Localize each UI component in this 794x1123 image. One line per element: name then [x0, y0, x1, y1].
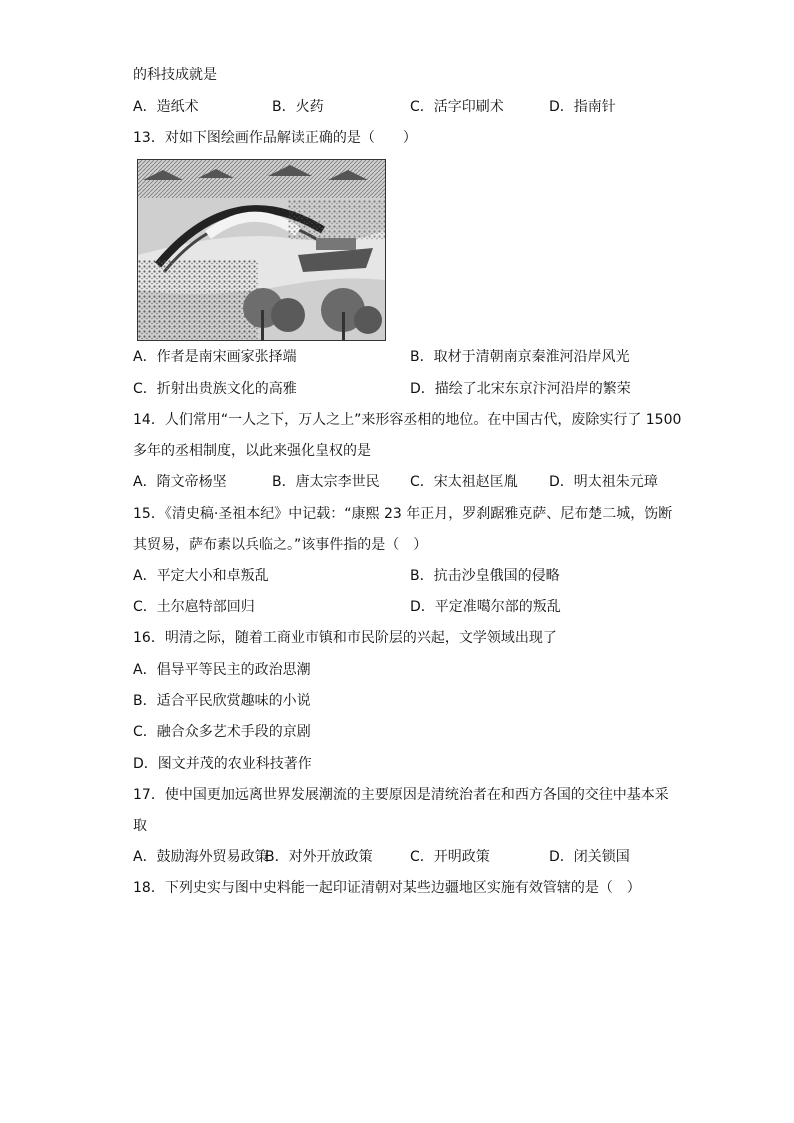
q12-option-d[interactable]: D．指南针 — [549, 99, 616, 115]
q17-option-d[interactable]: D．闭关锁国 — [549, 849, 630, 865]
q17-option-c[interactable]: C．开明政策 — [410, 849, 490, 865]
q12-option-c[interactable]: C．活字印刷术 — [410, 99, 504, 115]
q16-option-b[interactable]: B．适合平民欣赏趣味的小说 — [133, 693, 311, 709]
q12-stem-tail: 的科技成就是 — [133, 67, 217, 83]
q15-option-c[interactable]: C．土尔扈特部回归 — [133, 599, 255, 615]
q15-stem-line1: 15．《清史稿·圣祖本纪》中记载：“康熙 23 年正月，罗刹踞雅克萨、尼布楚二城，饬断 — [133, 506, 673, 522]
q14-option-a[interactable]: A．隋文帝杨坚 — [133, 474, 227, 490]
q13-option-c[interactable]: C．折射出贵族文化的高雅 — [133, 381, 297, 397]
q15-option-b[interactable]: B．抗击沙皇俄国的侵略 — [410, 568, 560, 584]
q16-option-d[interactable]: D．图文并茂的农业科技著作 — [133, 756, 312, 772]
q16-option-c[interactable]: C．融合众多艺术手段的京剧 — [133, 724, 311, 740]
q16-stem: 16．明清之际，随着工商业市镇和市民阶层的兴起，文学领域出现了 — [133, 630, 557, 646]
q17-option-a[interactable]: A．鼓励海外贸易政策 — [133, 849, 269, 865]
q13-option-a[interactable]: A．作者是南宋画家张择端 — [133, 349, 297, 365]
q14-option-c[interactable]: C．宋太祖赵匡胤 — [410, 474, 518, 490]
q14-option-d[interactable]: D．明太祖朱元璋 — [549, 474, 658, 490]
q14-stem-line1: 14．人们常用“一人之下，万人之上”来形容丞相的地位。在中国古代，废除实行了 1500 — [133, 412, 682, 428]
q13-option-d[interactable]: D．描绘了北宋东京汴河沿岸的繁荣 — [410, 381, 631, 397]
qingming-painting-image — [137, 159, 386, 341]
q12-option-b[interactable]: B．火药 — [272, 99, 324, 115]
q15-stem-line2: 其贸易，萨布素以兵临之。”该事件指的是（ ） — [133, 537, 428, 553]
q14-stem-line2: 多年的丞相制度，以此来强化皇权的是 — [133, 443, 371, 459]
q14-option-b[interactable]: B．唐太宗李世民 — [272, 474, 380, 490]
q17-stem-line2: 取 — [133, 818, 147, 834]
q15-option-a[interactable]: A．平定大小和卓叛乱 — [133, 568, 269, 584]
q17-option-b[interactable]: B．对外开放政策 — [265, 849, 373, 865]
q16-option-a[interactable]: A．倡导平等民主的政治思潮 — [133, 662, 311, 678]
q13-stem: 13．对如下图绘画作品解读正确的是（ ） — [133, 130, 417, 146]
q15-option-d[interactable]: D．平定准噶尔部的叛乱 — [410, 599, 561, 615]
q12-option-a[interactable]: A．造纸术 — [133, 99, 199, 115]
q17-stem-line1: 17．使中国更加远离世界发展潮流的主要原因是清统治者在和西方各国的交往中基本采 — [133, 787, 669, 803]
q18-stem: 18．下列史实与图中史料能一起印证清朝对某些边疆地区实施有效管辖的是（ ） — [133, 880, 641, 896]
q13-option-b[interactable]: B．取材于清朝南京秦淮河沿岸风光 — [410, 349, 630, 365]
